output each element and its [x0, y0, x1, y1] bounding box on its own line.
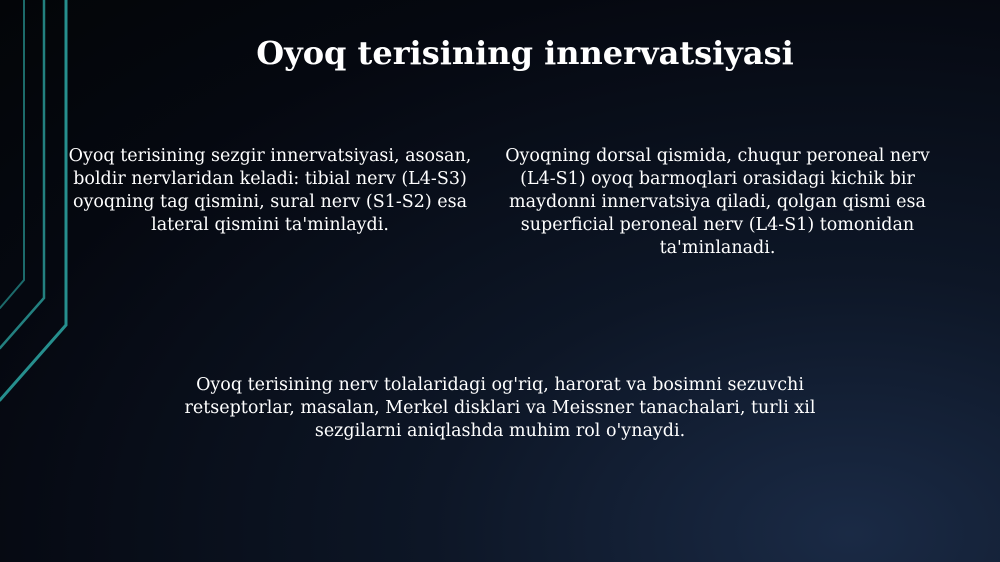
bottom-text-block: Oyoq terisining nerv tolalaridagi og'riq, harorat va bosimni sezuvchi retseptorlar, masalan, Merkel disklari va Meissner tanachalari, turli xil sezgilarni aniqlashda muhim rol o'ynaydi.: [184, 375, 816, 441]
slide-title: Oyoq terisining innervatsiyasi: [256, 34, 794, 72]
right-text-block: Oyoqning dorsal qismida, chuqur peroneal nerv (L4-S1) oyoq barmoqlari orasidagi kichik bir maydonni innervatsiya qiladi, qolgan qismi esa superficial peroneal nerv (L4-S1) tomonidan ta'minlanadi.: [505, 146, 930, 258]
decorative-lines: [0, 0, 120, 562]
left-text-block: Oyoq terisining sezgir innervatsiyasi, asosan, boldir nervlaridan keladi: tibial nerv (L4-S3) oyoqning tag qismini, sural nerv (S1-S2) esa lateral qismini ta'minlaydi.: [68, 146, 472, 235]
